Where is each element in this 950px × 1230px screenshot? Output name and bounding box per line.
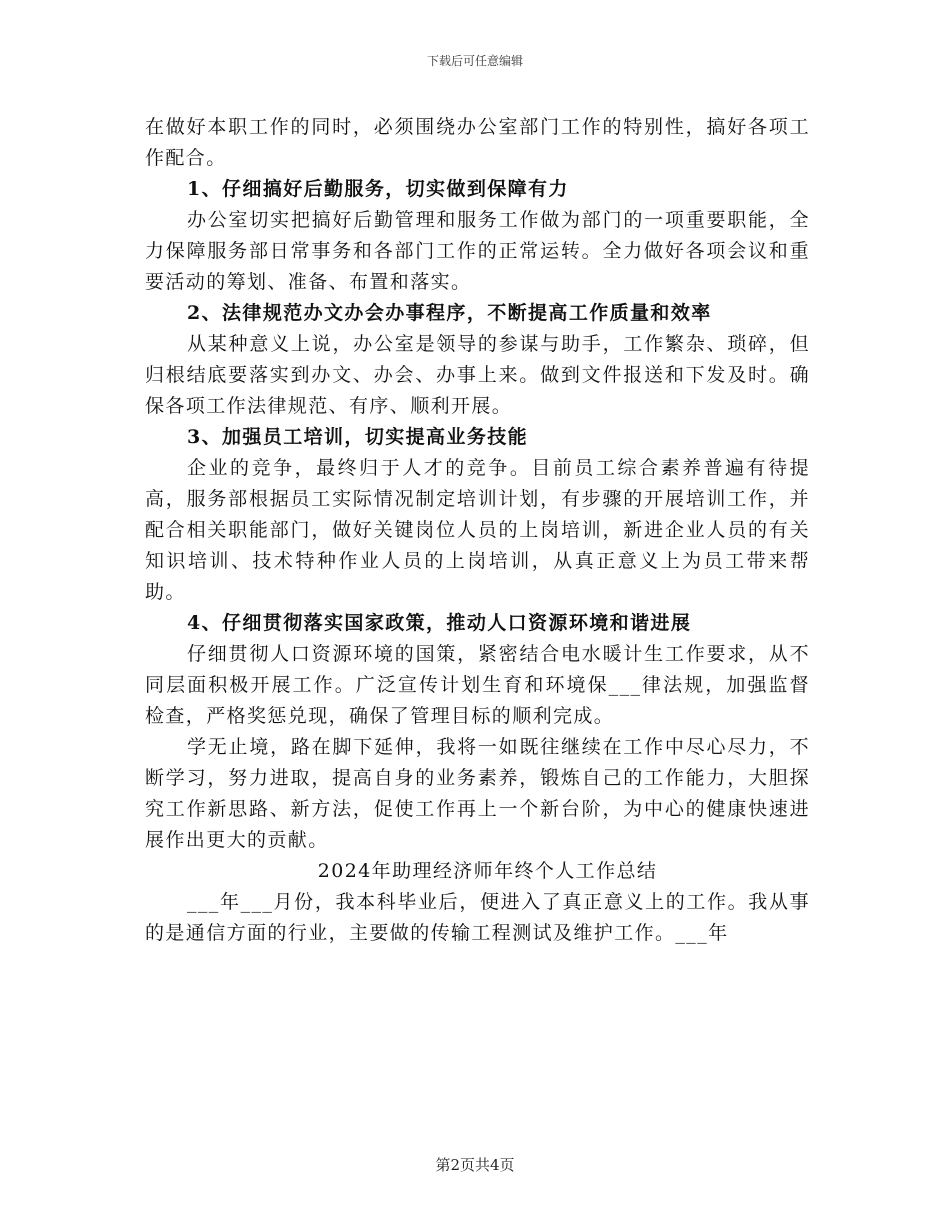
section-heading: 3、加强员工培训，切实提高业务技能 xyxy=(187,426,529,448)
document-body xyxy=(145,112,810,949)
section-heading: 2、法律规范办文办会办事程序，不断提高工作质量和效率 xyxy=(187,302,712,324)
paragraph: 办公室切实把搞好后勤管理和服务工作做为部门的一项重要职能，全力保障服务部日常事务和各部门工作的正常运转。全力做好各项会议和重要活动的筹划、准备、布置和落实。 xyxy=(145,209,810,293)
paragraph: 从某种意义上说，办公室是领导的参谋与助手，工作繁杂、琐碎，但归根结底要落实到办文、办会、办事上来。做到文件报送和下发及时。确保各项工作法律规范、有序、顺利开展。 xyxy=(145,333,810,417)
paragraph: 企业的竞争，最终归于人才的竞争。目前员工综合素养普遍有待提高，服务部根据员工实际情况制定培训计划，有步骤的开展培训工作，并配合相关职能部门，做好关键岗位人员的上岗培训，新进企业人员的有关知识培训、技术特种作业人员的上岗培训，从真正意义上为员工带来帮助。 xyxy=(145,457,810,603)
paragraph: ___年___月份，我本科毕业后，便进入了真正意义上的工作。我从事的是通信方面的行业，主要做的传输工程测试及维护工作。___年 xyxy=(145,891,810,944)
header-note: 下载后可任意编辑 xyxy=(426,54,523,68)
document-title: 2024年助理经济师年终个人工作总结 xyxy=(317,860,658,882)
paragraph: 仔细贯彻人口资源环境的国策，紧密结合电水暖计生工作要求，从不同层面积极开展工作。广泛宣传计划生育和环境保___律法规，加强监督检查，严格奖惩兑现，确保了管理目标的顺利完成。 xyxy=(145,643,810,727)
page-number: 第2页共4页 xyxy=(435,1156,515,1174)
section-heading: 1、仔细搞好后勤服务，切实做到保障有力 xyxy=(187,178,569,200)
paragraph: 学无止境，路在脚下延伸，我将一如既往继续在工作中尽心尽力，不断学习，努力进取，提高自身的业务素养，锻炼自己的工作能力，大胆探究工作新思路、新方法，促使工作再上一个新台阶，为中心的健康快速进展作出更大的贡献。 xyxy=(145,736,810,851)
section-heading: 4、仔细贯彻落实国家政策，推动人口资源环境和谐进展 xyxy=(187,612,692,634)
paragraph: 在做好本职工作的同时，必须围绕办公室部门工作的特别性，搞好各项工作配合。 xyxy=(145,116,810,169)
